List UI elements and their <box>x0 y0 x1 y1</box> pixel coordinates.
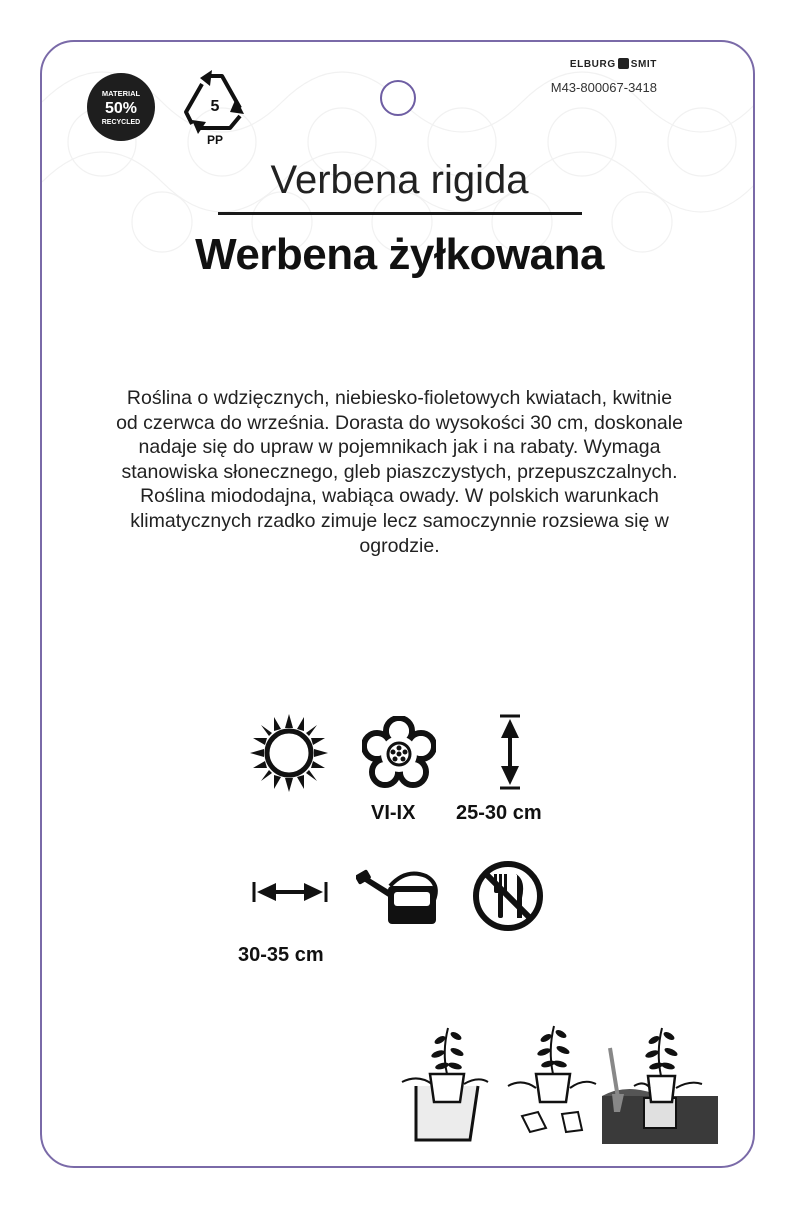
description-line: Roślina o wdzięcznych, niebiesko-fioletowych kwiatach, kwitnie <box>126 387 673 409</box>
plant-spacing: 30-35 cm <box>238 944 324 966</box>
sun-icon <box>250 714 328 792</box>
plant-label-card <box>40 40 755 1168</box>
plant-height: 25-30 cm <box>456 802 542 824</box>
bloom-period: VI-IX <box>371 802 416 824</box>
product-code: M43-800067-3418 <box>550 80 657 95</box>
recycled-material-badge <box>86 72 156 142</box>
flower-icon <box>362 716 436 790</box>
description-line: nadaje się do upraw w pojemnikach jak i na rabaty. Wymaga <box>138 436 661 459</box>
description-line: klimatycznych rzadko zimuje lecz samoczynnie rozsiewa się w <box>130 509 669 532</box>
step-2-illustration <box>508 1026 596 1132</box>
watering-can-icon <box>356 868 442 926</box>
title-divider <box>218 212 582 215</box>
description-line: od czerwca do września. Dorasta do wysokości 30 cm, doskonale <box>116 411 683 434</box>
latin-name: Verbena rigida <box>270 158 529 202</box>
height-arrow-icon <box>498 714 522 790</box>
svg-text:PP: PP <box>206 133 224 146</box>
planting-steps-illustration <box>398 1022 720 1146</box>
description <box>62 386 737 558</box>
hanging-hole <box>380 80 416 116</box>
brand-logo <box>570 58 657 70</box>
brand-left: ELBURG <box>569 59 616 70</box>
recycle-symbol-icon <box>182 68 248 146</box>
description-line: stanowiska słonecznego, gleb piaszczystych, przepuszczalnych. <box>121 460 678 483</box>
brand-mark-icon <box>618 58 629 69</box>
step-3-illustration <box>602 1028 718 1144</box>
step-1-illustration <box>402 1028 488 1140</box>
polish-name: Werbena żyłkowana <box>195 230 604 279</box>
brand-right: SMIT <box>630 59 657 70</box>
not-edible-icon <box>472 860 544 932</box>
svg-text:5: 5 <box>210 98 220 115</box>
svg-text:RECYCLED: RECYCLED <box>101 119 141 126</box>
svg-text:MATERIAL: MATERIAL <box>101 89 141 98</box>
width-arrow-icon <box>252 880 328 904</box>
description-line: Roślina miododajna, wabiąca owady. W polskich warunkach <box>140 485 659 508</box>
description-line: ogrodzie. <box>359 534 440 557</box>
svg-text:50%: 50% <box>104 100 138 117</box>
